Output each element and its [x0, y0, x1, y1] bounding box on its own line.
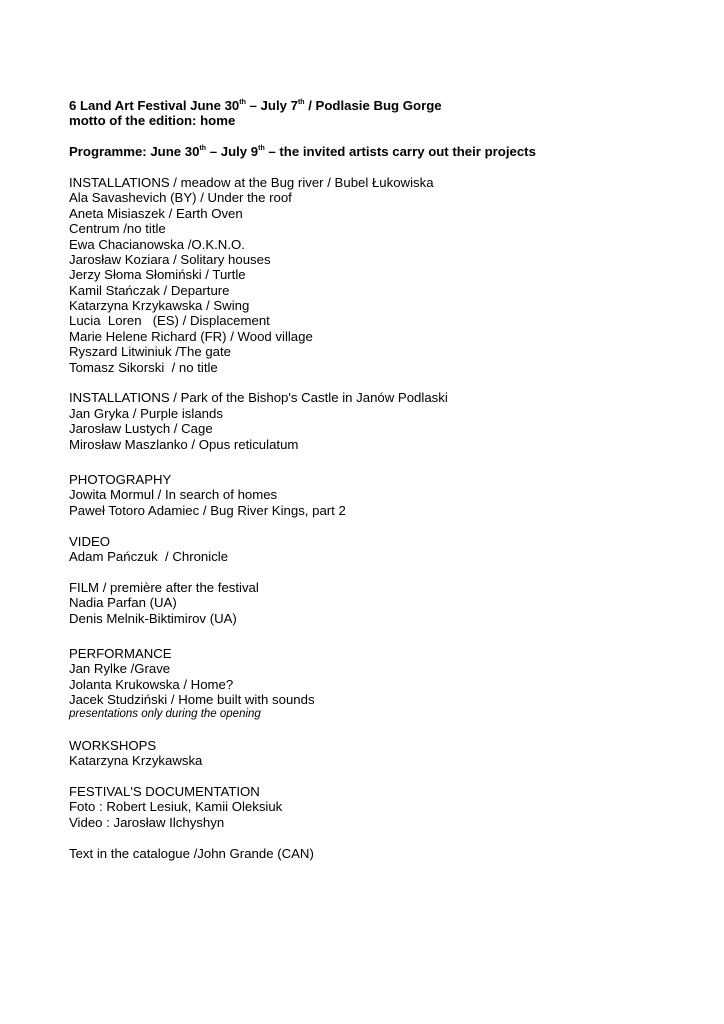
programme-line	[69, 144, 689, 159]
section-heading: PHOTOGRAPHY	[69, 471, 172, 487]
list-item: Lucia Loren (ES) / Displacement	[69, 313, 270, 329]
list-item: Kamil Stańczak / Departure	[69, 282, 230, 298]
list-item: Ewa Chacianowska /O.K.N.O.	[69, 236, 245, 252]
list-item: Video : Jarosław Ilchyshyn	[69, 814, 225, 830]
list-item: Jan Rylke /Grave	[69, 661, 171, 677]
list-item: Centrum /no title	[69, 221, 166, 237]
section-heading: VIDEO	[69, 533, 111, 549]
list-item: Ryszard Litwiniuk /The gate	[69, 344, 231, 360]
programme-part: – July 9	[206, 144, 259, 160]
list-item: Mirosław Maszlanko / Opus reticulatum	[69, 436, 299, 452]
list-item: Katarzyna Krzykawska / Swing	[69, 298, 250, 314]
section-heading: FILM / première after the festival	[69, 579, 259, 595]
list-item: Ala Savashevich (BY) / Under the roof	[69, 190, 292, 206]
title-part: 6 Land Art Festival June 30	[69, 98, 240, 113]
programme-part: Programme: June 30	[69, 144, 200, 160]
programme-part: – the invited artists carry out their projects	[264, 144, 536, 160]
document-page	[69, 98, 689, 861]
section-heading: PERFORMANCE	[69, 645, 172, 661]
festival-title	[69, 98, 689, 113]
title-part: – July 7	[245, 98, 298, 113]
list-item: Paweł Totoro Adamiec / Bug River Kings, part 2	[69, 502, 346, 518]
list-item: Denis Melnik-Biktimirov (UA)	[69, 610, 237, 626]
section-installations-meadow	[69, 175, 689, 375]
list-item: Jan Gryka / Purple islands	[69, 405, 223, 421]
section-heading: WORKSHOPS	[69, 737, 157, 753]
section-photography	[69, 472, 689, 518]
section-heading: FESTIVAL'S DOCUMENTATION	[69, 784, 260, 800]
list-item: Katarzyna Krzykawska	[69, 753, 203, 769]
programme-superscript: th	[258, 144, 265, 152]
list-item: Jerzy Słoma Słomiński / Turtle	[69, 267, 246, 283]
section-workshops	[69, 738, 689, 769]
festival-motto: motto of the edition: home	[69, 113, 236, 129]
list-item: Adam Pańczuk / Chronicle	[69, 548, 229, 564]
list-item: Jarosław Lustych / Cage	[69, 421, 213, 437]
section-video	[69, 534, 689, 565]
section-installations-park	[69, 390, 689, 452]
section-heading: INSTALLATIONS / meadow at the Bug river / Bubel Łukowiska	[69, 174, 434, 190]
list-item: Jolanta Krukowska / Home?	[69, 676, 234, 692]
section-film	[69, 580, 689, 626]
list-item: Nadia Parfan (UA)	[69, 595, 177, 611]
list-item: Tomasz Sikorski / no title	[69, 359, 218, 375]
title-superscript: th	[297, 98, 305, 106]
catalogue-credit: Text in the catalogue /John Grande (CAN)	[69, 845, 314, 861]
title-superscript: th	[239, 98, 246, 106]
list-item: Foto : Robert Lesiuk, Kamii Oleksiuk	[69, 799, 283, 815]
programme-superscript: th	[199, 144, 207, 152]
list-item: Jarosław Koziara / Solitary houses	[69, 251, 271, 267]
title-part: / Podlasie Bug Gorge	[304, 98, 442, 113]
list-item: Jowita Mormul / In search of homes	[69, 487, 278, 503]
list-item: Jacek Studziński / Home built with sounds	[69, 692, 315, 708]
list-item: Marie Helene Richard (FR) / Wood village	[69, 328, 313, 344]
section-performance	[69, 646, 689, 723]
section-documentation	[69, 784, 689, 830]
section-heading: INSTALLATIONS / Park of the Bishop's Castle in Janów Podlaski	[69, 390, 448, 406]
list-item: Aneta Misiaszek / Earth Oven	[69, 205, 243, 221]
performance-note: presentations only during the opening	[69, 708, 261, 721]
